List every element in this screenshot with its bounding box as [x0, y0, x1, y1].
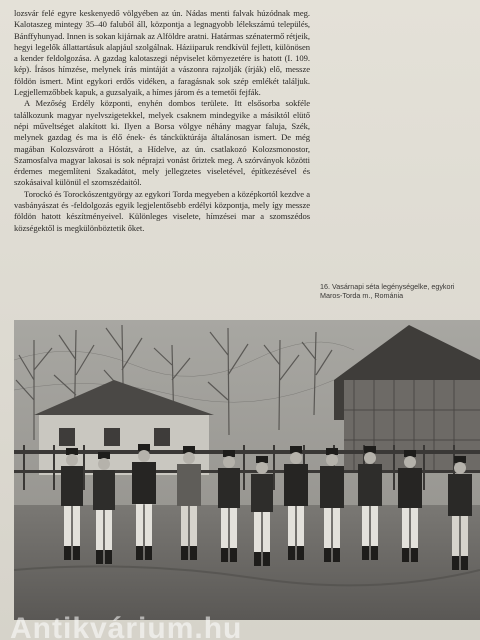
- body-text: [14, 8, 310, 234]
- photo-caption: 16. Vasárnapi séta legénységelke, egykori Maros-Torda m., Románia: [320, 282, 455, 301]
- paragraph-torocko: Torockó és Torockószentgyörgy az egykori Torda megyeben a középkortól kezdve a vasbányászat és -feldolgozás egyik legjelentősebb erdélyi központja, mely így messze földön hatott készítményeivel. Különleges viselete, hímzései mar a szomszédos községektől is megkülönböztetik őket.: [14, 188, 310, 233]
- photograph-sunday-walk: [14, 320, 480, 620]
- watermark-text: Antikvárium.hu: [10, 612, 243, 640]
- paragraph-mezoseg: A Mezőség Erdély központi, enyhén dombos területe. Itt elsősorba sokféle találkozunk magyar nyelvszigetekkel, melyek csaknem mindegyike a másiktól elütő népi műveltséget alakított ki. Ilyen a Borsa völgye néhány magyar faluja, Szék, melynek gazdag és ma is élő ének- és táncküktúrája általánosan ismert. De még magában Kolozsvárott a Hóstát, a Hídelve, az ún. csatlakozó Kolozsmonostor, Szamosfalva magyar lakosai is sok néprajzi vonást őriztek meg. A szórványok közötti érdemes megemlíteni Szakadátot, mely jellegzetes viseletével, építkezésével és szokásaival különül el szomszédaitól.: [14, 98, 310, 188]
- photo-illustration: [14, 320, 480, 620]
- paragraph-kalotaszeg: lozsvár felé egyre keskenyedő völgyében az ún. Nádas menti falvak húzódnak meg. Kalotaszeg mintegy 35–40 faluból áll, központja a legnagyobb lélekszámú település, Bánffyhunyad. Innen is sokan kijárnak az Alföldre aratni. Határmas szénatermő rétjeik, hegyi legelők állattartásuk alapjául szolgálnak. Háziiparuk rendkívül fejlett, különösen a kender feldolgozása. A gazdag kalotaszegi népviselet környezetére is hatott (I. 109. kép). Írásos hímzése, melynek írás mintáját a vászonra rajzolják (írják) elő, messze földön ismert. Mint egykori erdős vidéken, a faragásnak sok szép emlékét találjuk. Legjellemzőbbek kapuk, a guzsalyaik, a hímes járom és a temetői fejfák.: [14, 8, 310, 98]
